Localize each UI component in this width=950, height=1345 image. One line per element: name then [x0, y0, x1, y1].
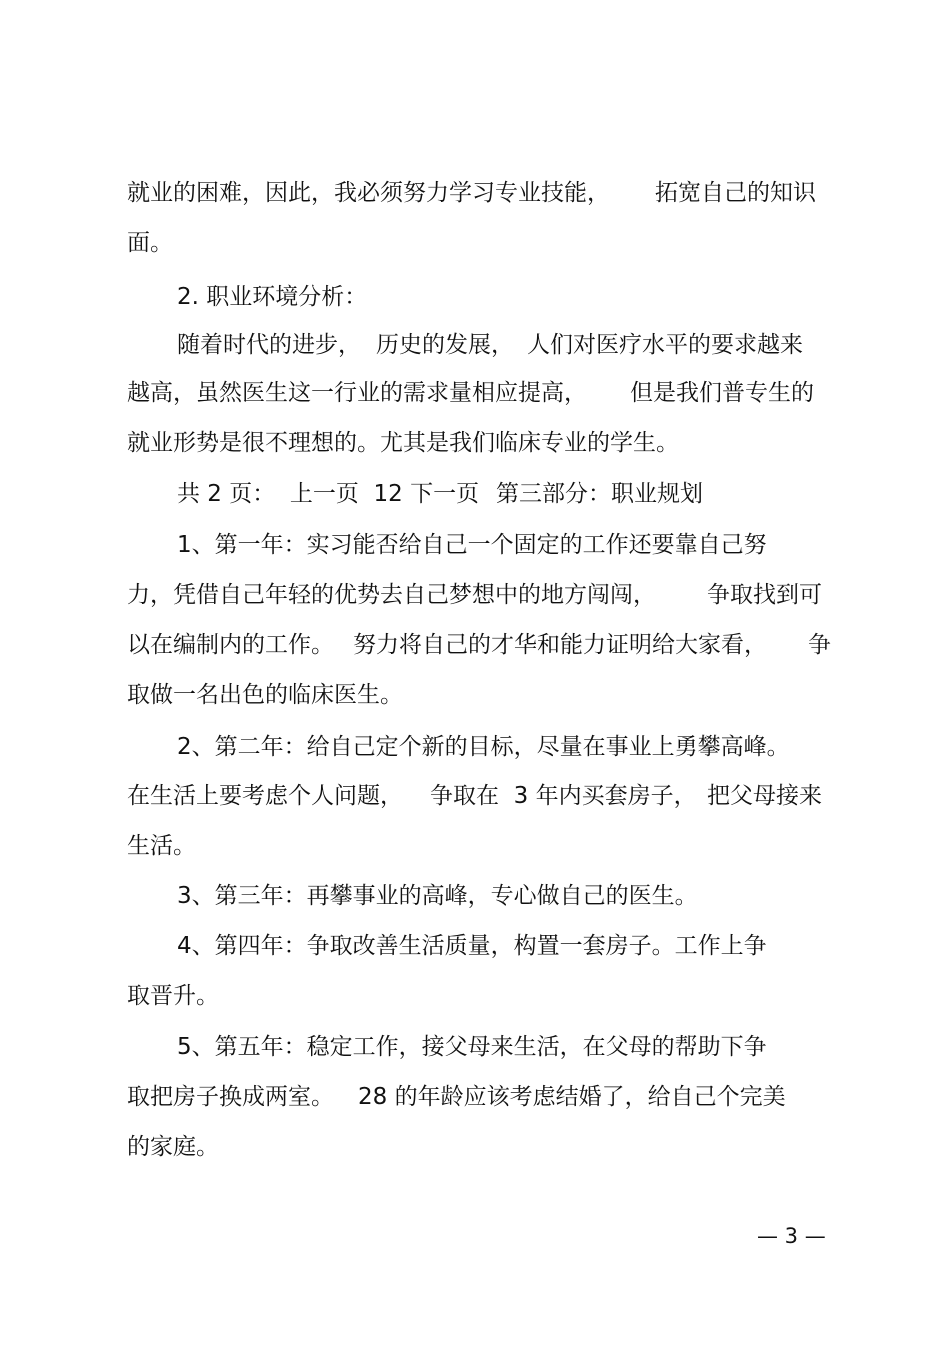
- text-segment: 取把房子换成两室。: [127, 1084, 334, 1110]
- text-segment: 取做一名出色的临床医生。: [127, 682, 403, 708]
- text-segment: 4、第四年：争取改善生活质量，构置一套房子。工作上争: [177, 933, 767, 959]
- text-segment: 生活。: [127, 833, 196, 859]
- text-segment: 取晋升。: [127, 983, 219, 1009]
- text-line: [0, 776, 950, 816]
- text-line: [0, 976, 950, 1016]
- text-segment: 5、第五年：稳定工作，接父母来生活，在父母的帮助下争: [177, 1034, 767, 1060]
- text-segment: 随着时代的进步，: [177, 332, 361, 358]
- text-segment: 争取找到可: [707, 582, 822, 608]
- text-segment: 越高，虽然医生这一行业的需求量相应提高，: [127, 380, 587, 406]
- text-segment: 以在编制内的工作。: [127, 632, 334, 658]
- text-segment: 争: [808, 632, 831, 658]
- text-segment: 就业形势是很不理想的。尤其是我们临床专业的学生。: [127, 430, 679, 456]
- text-segment: 1、第一年：实习能否给自己一个固定的工作还要靠自己努: [177, 532, 767, 558]
- text-line: [0, 926, 950, 966]
- page-number: — 3 —: [757, 1224, 826, 1248]
- text-line: [0, 474, 950, 514]
- text-line: [0, 1027, 950, 1067]
- text-segment: 面。: [127, 230, 173, 256]
- text-line: [0, 325, 950, 365]
- text-line: [0, 826, 950, 866]
- text-line: [0, 876, 950, 916]
- text-segment: 人们对医疗水平的要求越来: [527, 332, 803, 358]
- text-segment: 3、第三年：再攀事业的高峰，专心做自己的医生。: [177, 883, 698, 909]
- text-line: [0, 625, 950, 665]
- text-segment: 的家庭。: [127, 1134, 219, 1160]
- text-segment: 就业的困难，因此，我必须努力学习专业技能，: [127, 180, 610, 206]
- text-line: [0, 173, 950, 213]
- text-line: [0, 277, 950, 317]
- text-segment: 2、第二年：给自己定个新的目标，尽量在事业上勇攀高峰。: [177, 734, 790, 760]
- text-segment: 但是我们普专生的: [630, 380, 814, 406]
- text-line: [0, 675, 950, 715]
- text-segment: 在生活上要考虑个人问题，: [127, 783, 403, 809]
- text-segment: 努力将自己的才华和能力证明给大家看，: [353, 632, 767, 658]
- text-segment: 力，凭借自己年轻的优势去自己梦想中的地方闯闯，: [127, 582, 656, 608]
- text-line: [0, 223, 950, 263]
- text-segment: 共 2 页： 上一页 12 下一页: [177, 481, 480, 507]
- text-line: [0, 423, 950, 463]
- text-segment: 拓宽自己的知识: [655, 180, 816, 206]
- text-segment: 历史的发展，: [376, 332, 514, 358]
- text-segment: 争取在 3 年内买套房子，: [430, 783, 697, 809]
- text-line: [0, 575, 950, 615]
- text-segment: 2. 职业环境分析：: [177, 284, 368, 310]
- text-segment: 28 的年龄应该考虑结婚了，给自己个完美: [358, 1084, 786, 1110]
- text-segment: 第三部分：职业规划: [496, 481, 703, 507]
- text-line: [0, 727, 950, 767]
- text-line: [0, 1077, 950, 1117]
- text-line: [0, 1127, 950, 1167]
- text-line: [0, 373, 950, 413]
- text-line: [0, 525, 950, 565]
- text-segment: 把父母接来: [707, 783, 822, 809]
